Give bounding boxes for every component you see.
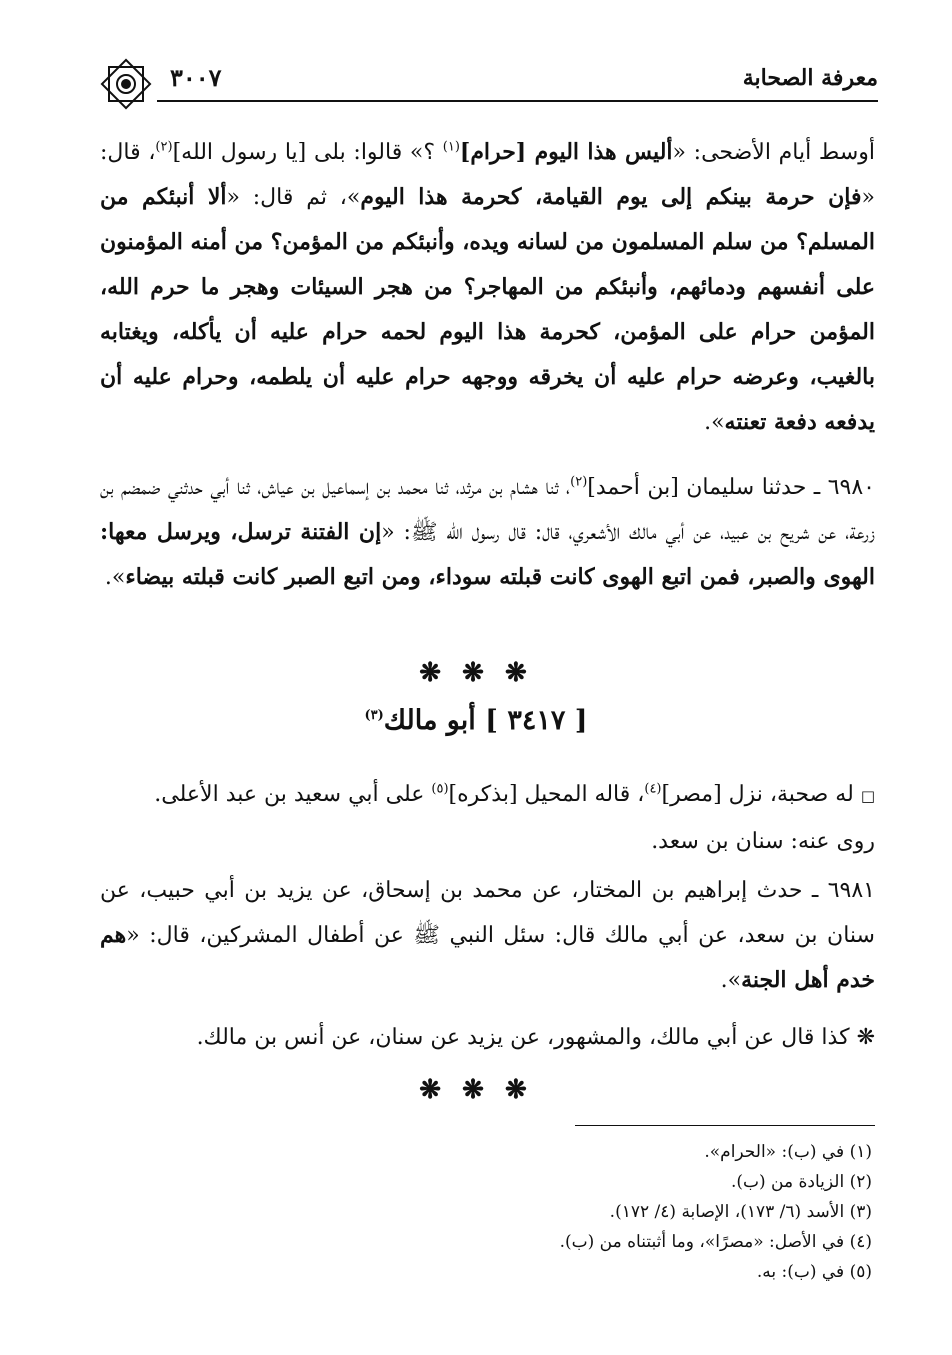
text-run: له صحبة، نزل [مصر] — [661, 782, 861, 807]
footnote-ref: (٥) — [431, 781, 449, 797]
footnote-ref: (١) — [442, 139, 460, 155]
section-heading — [0, 705, 952, 736]
text-run: ، قاله المحيل [بذكره] — [448, 782, 645, 807]
hadith-text: أليس هذا اليوم [حرام] — [459, 139, 673, 165]
ornament-icon — [95, 55, 157, 113]
footnote-ref: (٤) — [644, 781, 662, 797]
footnote-ref: (٣) — [364, 708, 384, 723]
square-icon: □ — [860, 787, 875, 805]
hadith-text: إن الفتنة ترسل، ويرسل معها: الهوى والصبر، فمن اتبع الهوى كانت قبلته سوداء، ومن اتبع الصبر كانت قبلته بيضاء — [100, 519, 875, 590]
footnote: (٤) في الأصل: «مصرًا»، وما أثبتناه من (ب). — [559, 1232, 872, 1252]
note-text: ❋ كذا قال عن أبي مالك، والمشهور، عن يزيد عن سنان، عن أنس بن مالك. — [196, 1025, 875, 1050]
header-rule — [157, 100, 878, 102]
footnotes — [100, 1137, 872, 1287]
text-run: ». — [104, 565, 126, 590]
footnote: (٥) في (ب): به. — [756, 1262, 872, 1282]
section-divider: ❋ ❋ ❋ — [419, 658, 533, 688]
paragraph-note — [100, 1015, 875, 1060]
text-run: على أبي سعيد بن عبد الأعلى. — [154, 782, 432, 807]
running-title: معرفة الصحابة — [742, 65, 878, 91]
paragraph-hadith-intro — [100, 130, 875, 445]
footnote: (٢) الزيادة من (ب). — [730, 1172, 872, 1192]
text-run: ؟» قالوا: بلى [يا رسول الله] — [172, 140, 443, 165]
page-number: ٣٠٠٧ — [170, 63, 222, 92]
footnote: (١) في (ب): «الحرام». — [704, 1142, 872, 1162]
hadith-text: فإن حرمة بينكم إلى يوم القيامة، كحرمة هذا اليوم — [360, 184, 862, 210]
paragraph-hadith-6980 — [100, 465, 875, 600]
footnote-ref: (٢) — [570, 474, 588, 490]
isnad-text: ، ثنا هشام بن مرثد، ثنا محمد بن إسماعيل بن عياش، ثنا أبي حدثني ضمضم بن زرعة، عن شريح بن عبيد، عن أبي مالك الأشعري، قال: قال رسول الله ﷺ: « — [100, 475, 875, 545]
isnad-text: ٦٩٨٠ ـ حدثنا سليمان [بن أحمد] — [587, 475, 875, 500]
hadith-text: ألا أنبئكم من المسلم؟ من سلم المسلمون من لسانه ويده، وأنبئكم من المؤمن؟ من أمنه المؤمنون على أنفسهم ودمائهم، وأنبئكم من المهاجر؟ من هجر السيئات وهجر ما حرم الله، المؤمن حرام على المؤمن، كحرمة هذا اليوم لحمه حرام عليه أن يأكله، ويغتابه بالغيب، وعرضه حرام عليه أن يخرقه ووجهه حرام عليه أن يلطمه، وحرام عليه أن يدفعه دفعة تعنته — [100, 184, 875, 435]
hadith-text: هم خدم أهل الجنة — [100, 922, 875, 993]
heading-text: [ ٣٤١٧ ] أبو مالك — [383, 705, 588, 736]
text-run: أوسط أيام الأضحى: « — [672, 140, 875, 165]
paragraph-biography — [100, 772, 875, 864]
section-divider: ❋ ❋ ❋ — [419, 1075, 533, 1105]
text-run: ». — [720, 968, 742, 993]
text-run: ، قال: « — [100, 140, 875, 210]
isnad-text: ٦٩٨١ ـ حدث إبراهيم بن المختار، عن محمد بن إسحاق، عن يزيد بن أبي حبيب، عن سنان بن سعد، عن أبي مالك قال: سئل النبي ﷺ عن أطفال المشركين، قال: « — [100, 878, 875, 948]
text-run: ». — [704, 410, 725, 435]
footnote-rule — [575, 1125, 875, 1126]
footnote-ref: (٢) — [155, 139, 173, 155]
text-run: روى عنه: سنان بن سعد. — [651, 829, 875, 854]
text-run: »، ثم قال: « — [226, 185, 361, 210]
page-header — [95, 55, 878, 107]
paragraph-hadith-6981 — [100, 868, 875, 1003]
footnote: (٣) الأسد (٦/ ١٧٣)، الإصابة (٤/ ١٧٢). — [609, 1202, 872, 1222]
